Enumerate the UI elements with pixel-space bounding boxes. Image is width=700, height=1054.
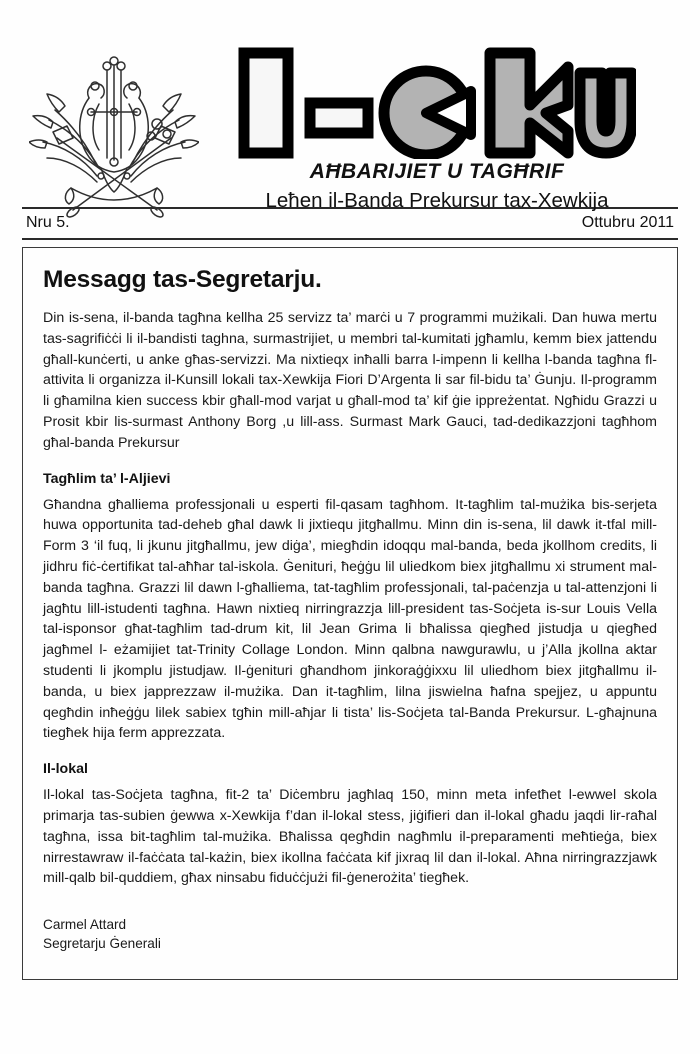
masthead-subtagline: Leħen il-Banda Prekursur tax-Xewkija (265, 189, 609, 212)
signature-block (43, 915, 657, 954)
masthead (0, 0, 700, 212)
issue-date: Ottubru 2011 (581, 214, 674, 231)
band-emblem (24, 44, 204, 222)
section-body-tagnlim: Għandna għalliema professjonali u esperti fil-qasam tagħhom. It-tagħlim tal-mużika bis-serjeta huwa opportunita tad-deheb għal dawk li jixtiequ jitgħallmu. Minn din is-sena, lil dawk it-tfal mill-Form 3 ‘il fuq, li jkunu jitgħallmu, jew diġa’, miegħdin idoqqu mal-banda, beda jkollhom credits, li jidhru fiċ-ċertifikat tal-aħħar tal-iskola. Ġenituri, ħeġġu lil uliedkom biex jitgħallmu xi strument mal-banda tagħna. Grazzi lil dawn l-għalliema, tat-tagħlim professjonali, tal-paċenzja u tal-attenzjoni li jagħtu lill-istudenti tagħna. Hawn nixtieq nirringrazzja lill-president tas-Soċjeta is-sur Louis Vella tal-isponsor għat-tagħlim tad-drum kit, lil Jean Grima li bħalissa qiegħed jistudja u qiegħed jagħmel l- eżamijiet tat-Trinity Collage London. Minn qalbna nawgurawlu, u j’Alla jkollna aktar studenti li jkomplu jistudjaw. Il-ġenituri għandhom jinkoraġġixxu lil uliedhom biex jitgħallmu il-banda, u biex japprezzaw il-mużika. Dan it-tagħlim, lilna jiswielna ħafna spejjez, u appuntu qegħdin inħeġġu lilek sabiex tgħin mill-aħjar li tista’ lis-Soċjeta tal-Banda Prekursur. L-għajnuna tiegħek hija ferm apprezzata. (43, 496, 657, 742)
article-intro-paragraph: Din is-sena, il-banda tagħna kellha 25 servizz ta’ marċi u 7 programmi mużikali. Dan huwa mertu tas-sagrifiċċi li il-bandisti taghna, surmastrijiet, u membri tal-kumitati jgħamlu, kemm biex jattendu għall-kunċerti, u anke għas-servizzi. Ma nixtieqx inħalli barra l-impenn li kellha l-banda tagħna fl-attivita li organizza il-Kunsill lokali tax-Xewkija Fiori D’Argenta li sar fil-bidu ta’ Ġunju. Il-programm li għamilna kien success kbir għall-mod varjat u għall-mod ta’ kif ġie ippreżentat. Ngħidu Grazzi u Prosit kbir lis-surmast Anthony Borg ,u lill-ass. Surmast Mark Gauci, tad-dedikazzjoni tagħhom għal-banda Prekursur (43, 310, 657, 451)
signature-name: Carmel Attard (43, 917, 127, 933)
signature-role: Segretarju Ġenerali (43, 936, 161, 952)
publication-logo (238, 44, 636, 162)
section-heading-tagnlim: Tagħlim ta’ l-Aljievi (43, 470, 171, 487)
masthead-title-block (204, 44, 676, 213)
article-container (22, 247, 678, 980)
section-heading-il-lokal: Il-lokal (43, 761, 88, 778)
lyre-with-crossed-trumpets-and-laurel-emblem-icon (29, 50, 199, 222)
masthead-tagline: AĦBARIJIET U TAGĦRIF (309, 160, 565, 183)
section-body-il-lokal: Il-lokal tas-Soċjeta tagħna, fit-2 ta’ Diċembru jagħlaq 150, minn meta infetħet l-ewwel skola primarja tas-subien ġewwa x-Xewkija f’dan il-lokal stess, jiġifieri dan il-lokal għadu jaqdi lir-raħal tagħna, issa bit-tagħlim tal-mużika. Bħalissa qegħdin nagħmlu il-preparamenti meħtieġa, biex nirrestawraw il-faċċata tal-każin, biex ikollna faċċata kif jixraq lil dan il-lokal. Aħna nirringrazzjawk mill-qalb bil-quddiem, għax ninsabu fiduċċjużi fil-ġenerożita’ tiegħek. (43, 787, 657, 887)
issue-number: Nru 5. (26, 214, 70, 231)
page-title: Messagg tas-Segretarju. (43, 266, 322, 293)
